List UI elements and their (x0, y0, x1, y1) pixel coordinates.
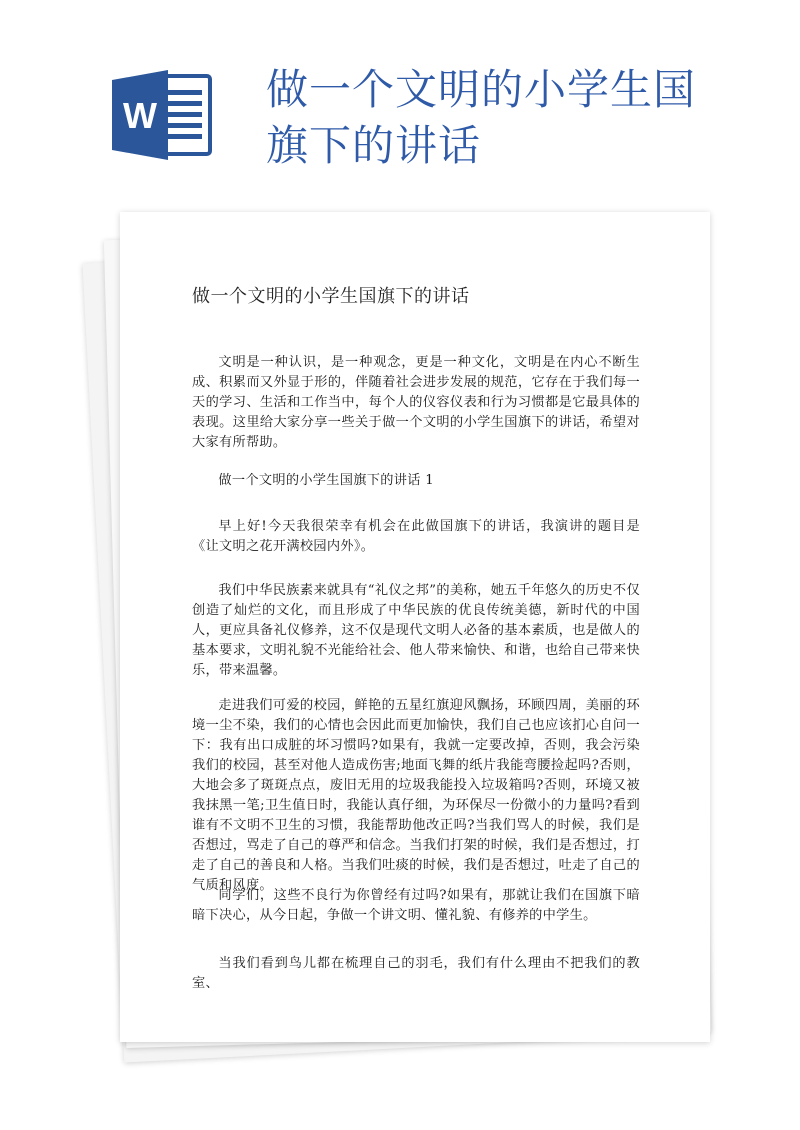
page-title: 做一个文明的小学生国旗下的讲话 (266, 65, 697, 170)
paragraph: 同学们，这些不良行为你曾经有过吗?如果有，那就让我们在国旗下暗暗下决心，从今日起，争做一个讲文明、懂礼貌、有修养的中学生。 (192, 888, 640, 923)
section-heading: 做一个文明的小学生国旗下的讲话 1 (218, 473, 434, 488)
word-logo-icon (112, 70, 214, 160)
document-title: 做一个文明的小学生国旗下的讲话 (192, 286, 470, 307)
paragraph: 早上好!今天我很荣幸有机会在此做国旗下的讲话，我演讲的题目是《让文明之花开满校园内外》。 (192, 519, 640, 554)
paragraph-intro: 文明是一种认识，是一种观念，更是一种文化，文明是在内心不断生成、积累而又外显于形的，伴随着社会进步发展的规范，它存在于我们每一天的学习、生活和工作当中，每个人的仪容仪表和行为习惯都是它最具体的表现。这里给大家分享一些关于做一个文明的小学生国旗下的讲话，希望对大家有所帮助。 (192, 355, 640, 450)
paragraph: 走进我们可爱的校园，鲜艳的五星红旗迎风飘扬，环顾四周，美丽的环境一尘不染，我们的心情也会因此而更加愉快，我们自己也应该扪心自问一下：我有出口成脏的坏习惯吗?如果有，我就一定要改掉，否则，我会污染我们的校园，甚至对他人造成伤害;地面飞舞的纸片我能弯腰捡起吗?否则，大地会多了斑斑点点，废旧无用的垃圾我能投入垃圾箱吗?否则，环境又被我抹黑一笔;卫生值日时，我能认真仔细，为环保尽一份微小的力量吗?看到谁有不文明不卫生的习惯，我能帮助他改正吗?当我们骂人的时候，我们是否想过，骂走了自己的尊严和信念。当我们打架的时候，我们是否想过，打走了自己的善良和人格。当我们吐痰的时候，我们是否想过，吐走了自己的气质和风度。 (192, 698, 640, 893)
paragraph: 我们中华民族素来就具有“礼仪之邦”的美称，她五千年悠久的历史不仅创造了灿烂的文化，而且形成了中华民族的优良传统美德，新时代的中国人，更应具备礼仪修养，这不仅是现代文明人必备的基本素质，也是做人的基本要求，文明礼貌不光能给社会、他人带来愉快、和谐，也给自己带来快乐，带来温馨。 (192, 583, 640, 678)
word-logo-letter: W (123, 95, 157, 136)
paragraph: 当我们看到鸟儿都在梳理自己的羽毛，我们有什么理由不把我们的教室、 (192, 956, 640, 991)
document-page (120, 212, 710, 1042)
